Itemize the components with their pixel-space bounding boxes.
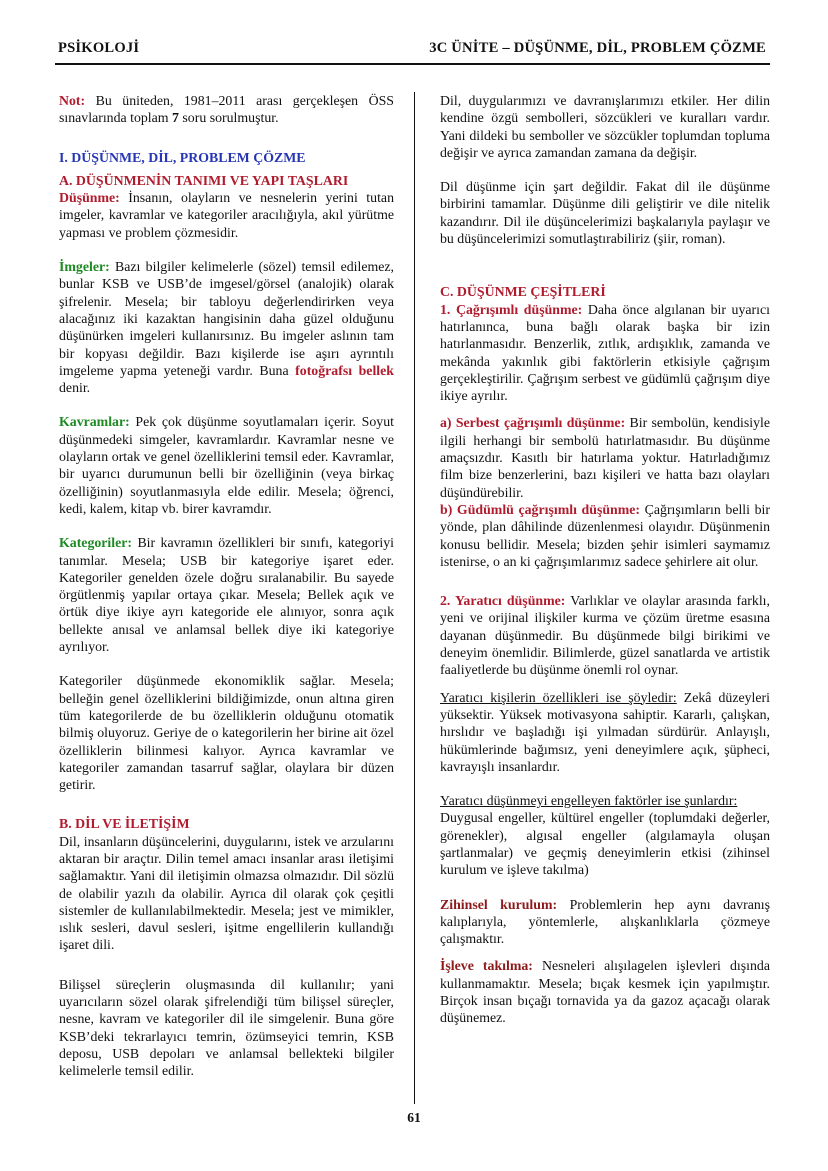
dusunme-definition: Düşünme: İnsanın, olayların ve nesnelerin yerini tutan imgeler, kavramlar ve kategoriler aracılığıyla, akıl yürütme yapması ve problem çözmesidir.	[59, 190, 394, 240]
right-column	[440, 92, 770, 1027]
left-column	[59, 92, 394, 1080]
yaratici-kisiler-paragraph: Yaratıcı kişilerin özellikleri ise şöyledir: Zekâ düzeyleri yüksektir. Yüksek motivasyona sahiptir. Kararlı, çalışkan, hırslıdır ve başladığı işi yılmadan sürdürür. Anlayışlı, hükümlerinde bağımsız, yeni deneyimlere açık, şüpheci, kavrayışlı insanlardır.	[440, 689, 770, 774]
dil-paragraph-4: Dil düşünme için şart değildir. Fakat dil ile düşünme birbirini tamamlar. Düşünme dili geliştirir ve dile nitelik kazandırır. Dil ile düşüncelerimizi başkalarıyla paylaşır ve bu düşüncelerimizi somutlaştırabiliriz (şiir, roman).	[440, 179, 770, 247]
note-question-count: 7	[172, 110, 179, 126]
yaratici-engeller-paragraph: Duygusal engeller, kültürel engeller (toplumdaki değerler, görenekler), algısal engeller (algılamayla oluşan şartlanmalar) ve geçmiş deneyimlerin etkisi (zihinsel kurulum ve işleve takılma)	[440, 810, 770, 878]
page-number: 61	[407, 1110, 421, 1125]
cagrisimli-dusunme-paragraph: 1. Çağrışımlı düşünme: Daha önce algılanan bir uyarıcı hatırlanınca, buna bağlı olarak başka bir izin hatırlanmasıdır. Benzerlik, zıtlık, ardışıklık, zamanda ve mekânda yakınlık gibi faktörlerin etkisiyle çağrışım gerçekleştirilir. Çağrışım serbest ve güdümlü çağrışım diye ikiye ayrılır.	[440, 301, 770, 404]
kavramlar-paragraph: Kavramlar: Pek çok düşünme soyutlamaları içerir. Soyut düşünmedeki simgeler, kavramlardır. Kavramlar nesne ve olayların ortak ve genel özelliklerini temsil eder. Kavramlar, bir uyarıcı durumunun belli bir özelliğinin (veya birkaç özelliğinin) soyutlanmasıyla elde edilir. Mesela; öğrenci, kedi, kalem, kitap vb. birer kavramdır.	[59, 414, 394, 516]
header-rule	[55, 63, 770, 65]
kategoriler-paragraph: Kategoriler: Bir kavramın özellikleri bir sınıfı, kategoriyi tanımlar. Mesela; USB bir kategoriye işaret eder. Kategoriler genelden özele doğru sıralanabilir. Bu sayede örgütlenmiş yapılar ortaya çıkar. Mesela; Bellek açık ve örtük diye ikiye ayrı kategoride ele alınıyor, sonra açık bellekte anısal ve anlamsal bellek diye iki kategoriye ayrılıyor.	[59, 535, 394, 655]
imgeler-paragraph: İmgeler: Bazı bilgiler kelimelerle (sözel) temsil edilemez, bunlar KSB ve USB’de imgesel/görsel (analojik) olarak şifrelenir. Mesela; bir tabloyu değerlendirirken veya alacağınız iki kazaktan hangisinin daha güzel olduğunu düşünürken imgeleri kullanırsınız. Bu imgeler aslının tam bir kopyası değildir. Bazı kişilerde ise aşırı ayrıntılı imgeleme yapma yeteneği vardır. Buna fotoğrafsı bellek denir.	[59, 259, 394, 396]
dil-paragraph-2: Bilişsel süreçlerin oluşmasında dil kullanılır; yani uyarıcıların sözel olarak şifrelendiği tüm bilişsel süreçler, nesne, kavram ve kategoriler dil ile simgelenir. Buna göre KSB’deki tekrarlayıcı temrin, özümseyici temrin, KSB deposu, USB depoları ve anlamsal bellekteki bilgiler kelimelerle temsil edilir.	[59, 976, 394, 1079]
serbest-cagrisim-paragraph: a) Serbest çağrışımlı düşünme: Bir sembolün, kendisiyle ilgili herhangi bir sembolü hatırlatmasıdır. Bu düşünme amaçsızdır. Kasıtlı bir hatırlama yoktur. Hatırladığımız film bize benzerlerini, bazı kişileri ve hatta bazı olayları düşündürebilir.	[440, 415, 770, 500]
subsection-b-title: B. DİL VE İLETİŞİM	[59, 816, 190, 832]
yaratici-engeller-heading: Yaratıcı düşünmeyi engelleyen faktörler ise şunlardır:	[440, 793, 738, 809]
isleve-takilma-paragraph: İşleve takılma: Nesneleri alışılagelen işlevleri dışında kullanmamaktır. Mesela; bıçak kesmek için yapılmıştır. Birçok insan bıçağı tornavida ya da gazoz açacağı olarak düşünemez.	[440, 958, 770, 1026]
yaratici-dusunme-paragraph: 2. Yaratıcı düşünme: Varlıklar ve olaylar arasında farklı, yeni ve orijinal ilişkiler kurma ve çözüm üretme esasına dayanan düşünmedir. Bu düşünmede bilgi birikimi ve deneyim önemlidir. Bilimlerde, güzel sanatlarda ve artistik faaliyetlerde bu düşünme önemli rol oynar.	[440, 593, 770, 678]
fotografsi-bellek-term: fotoğrafsı bellek	[295, 362, 394, 378]
header-subject: PSİKOLOJİ	[58, 40, 140, 56]
column-divider	[414, 92, 415, 1104]
subsection-a-title: A. DÜŞÜNMENİN TANIMI VE YAPI TAŞLARI	[59, 172, 349, 188]
note-label: Not:	[59, 93, 86, 108]
zihinsel-kurulum-paragraph: Zihinsel kurulum: Problemlerin hep aynı davranış kalıplarıyla, yöntemlerle, alışkanlıklarla çözmeye çalışmaktır.	[440, 896, 770, 947]
note-paragraph: Not: Bu üniteden, 1981–2011 arası gerçekleşen ÖSS sınavlarında toplam 7 soru sorulmuştur.	[59, 93, 394, 126]
kategoriler-paragraph-2: Kategoriler düşünmede ekonomiklik sağlar. Mesela; belleğin genel özelliklerini bildiğimizde, onun altına giren tüm kategorilerde de bu özelliklerin olduğunu otomatik bilmiş oluyoruz. Geriye de o kategorilerin her birine ait özel özelliklerin bilinmesi kalıyor. Ayrıca kavramlar ve kategoriler zamandan tasarruf sağlar, olaylara bir düzen getirir.	[59, 673, 394, 793]
header-unit-title: 3C ÜNİTE – DÜŞÜNME, DİL, PROBLEM ÇÖZME	[429, 40, 766, 56]
subsection-c-title: C. DÜŞÜNME ÇEŞİTLERİ	[440, 284, 606, 300]
gudumlu-cagrisim-paragraph: b) Güdümlü çağrışımlı düşünme: Çağrışımların belli bir yönde, plan dâhilinde düzenlenmesi olayıdır. Düşünmenin konusu bellidir. Mesela; bizden şehir isimleri saymamız istenirse, o an ki çağrışımlarımız sadece şehirlere ait olur.	[440, 501, 771, 569]
dil-paragraph-3: Dil, duygularımızı ve davranışlarımızı etkiler. Her dilin kendine özgü sembolleri, sözcükleri ve kuralları vardır. Yani dildeki bu semboller ve sözcükler toplumdan topluma değişir ve ayrıca zamandan zamana da değişir.	[440, 93, 770, 160]
section-title: I. DÜŞÜNME, DİL, PROBLEM ÇÖZME	[59, 149, 306, 165]
dil-paragraph-1: Dil, insanların düşüncelerini, duygularını, istek ve arzularını aktaran bir araçtır. Dilin temel amacı insanlar arası iletişimi sağlamaktır. Yani dil iletişimin olmazsa olmazıdır. Dil sözlü de olabilir yazılı da olabilir. Ayrıca dil olarak çok çeşitli sistemler de kullanılabilmektedir. Mesela; jest ve mimikler, ıslık sesleri, davul sesleri, işitme engellilerin kullandığı işaret dili.	[59, 833, 394, 953]
